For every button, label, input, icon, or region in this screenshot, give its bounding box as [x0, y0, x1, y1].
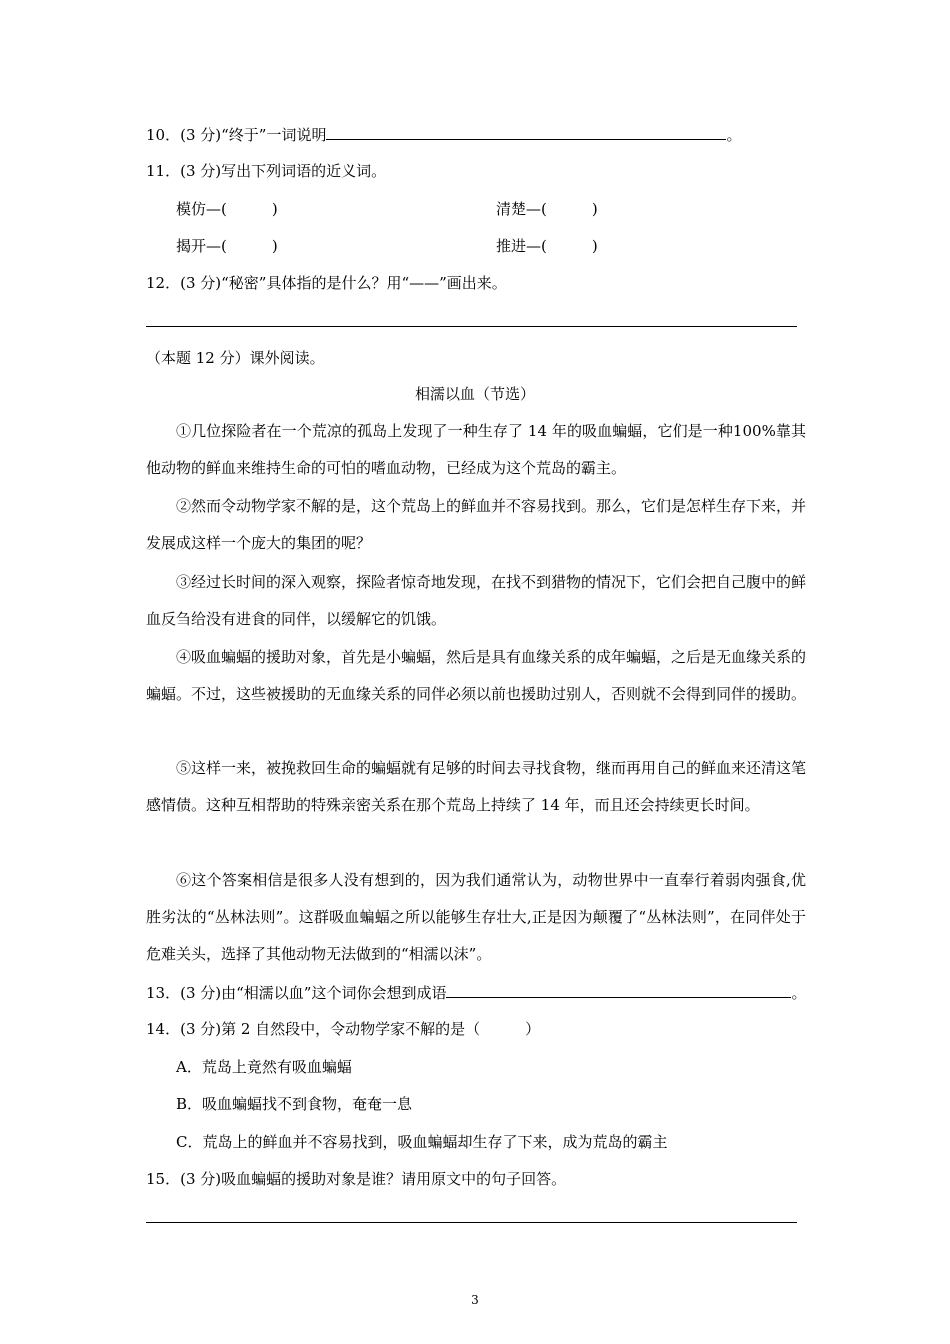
question-13-label: 13．(3 分)由“相濡以血”这个词你会想到成语 — [146, 984, 447, 1002]
synonym-item-4[interactable]: 推进—( ) — [496, 237, 598, 255]
question-12-label: 12．(3 分)“秘密”具体指的是什么？用“——”画出来。 — [146, 274, 507, 292]
synonym-item-2[interactable]: 清楚—( ) — [496, 200, 598, 218]
passage-paragraph-4: ④吸血蝙蝠的援助对象，首先是小蝙蝠，然后是具有血缘关系的成年蝙蝠，之后是无血缘关系的蝙蝠。不过，这些被援助的无血缘关系的同伴必须以前也援助过别人，否则就不会得到同伴的援助。 — [146, 648, 807, 703]
passage-title: 相濡以血（节选） — [414, 385, 535, 403]
answer-blank-13[interactable] — [446, 982, 791, 998]
question-11-label: 11．(3 分)写出下列词语的近义词。 — [146, 162, 387, 180]
answer-blank-10[interactable] — [326, 124, 726, 140]
question-14-label: 14．(3 分)第 2 自然段中，令动物学家不解的是（ ） — [146, 1020, 541, 1038]
passage-paragraph-2: ②然而令动物学家不解的是，这个荒岛上的鲜血并不容易找到。那么，它们是怎样生存下来，并发展成这样一个庞大的集团的呢？ — [146, 497, 807, 552]
question-10-label: 10．(3 分)“终于”一词说明 — [146, 126, 327, 144]
option-a[interactable]: A．荒岛上竟然有吸血蝙蝠 — [176, 1058, 352, 1076]
passage-paragraph-3: ③经过长时间的深入观察，探险者惊奇地发现，在找不到猎物的情况下，它们会把自己腹中的鲜血反刍给没有进食的同伴，以缓解它的饥饿。 — [146, 573, 807, 628]
question-13-end: 。 — [791, 984, 807, 1002]
section-label: （本题 12 分）课外阅读。 — [146, 349, 325, 367]
question-10 — [146, 124, 741, 145]
option-c[interactable]: C．荒岛上的鲜血并不容易找到，吸血蝙蝠却生存了下来，成为荒岛的霸主 — [176, 1133, 668, 1151]
passage-paragraph-1: ①几位探险者在一个荒凉的孤岛上发现了一种生存了 14 年的吸血蝙蝠，它们是一种100%靠其他动物的鲜血来维持生命的可怕的嗜血动物，已经成为这个荒岛的霸主。 — [146, 422, 806, 477]
question-10-end: 。 — [726, 126, 742, 144]
passage-paragraph-5: ⑤这样一来，被挽救回生命的蝙蝠就有足够的时间去寻找食物，继而再用自己的鲜血来还清这笔感情债。这种互相帮助的特殊亲密关系在那个荒岛上持续了 14 年，而且还会持续更长时间。 — [146, 759, 807, 814]
synonym-item-3[interactable]: 揭开—( ) — [176, 237, 278, 255]
passage-paragraph-6: ⑥这个答案相信是很多人没有想到的，因为我们通常认为，动物世界中一直奉行着弱肉强食,优胜劣汰的“丛林法则”。这群吸血蝙蝠之所以能够生存壮大,正是因为颠覆了“丛林法则”，在同伴处于危难关头，选择了其他动物无法做到的“相濡以沫”。 — [146, 871, 806, 963]
answer-line-12[interactable] — [146, 326, 797, 327]
page-number: 3 — [471, 1293, 479, 1307]
option-b[interactable]: B．吸血蝙蝠找不到食物，奄奄一息 — [176, 1095, 413, 1113]
question-15-label: 15．(3 分)吸血蝙蝠的援助对象是谁？请用原文中的句子回答。 — [146, 1170, 567, 1188]
synonym-item-1[interactable]: 模仿—( ) — [176, 200, 278, 218]
question-13 — [146, 982, 806, 1003]
answer-line-15[interactable] — [146, 1222, 797, 1223]
